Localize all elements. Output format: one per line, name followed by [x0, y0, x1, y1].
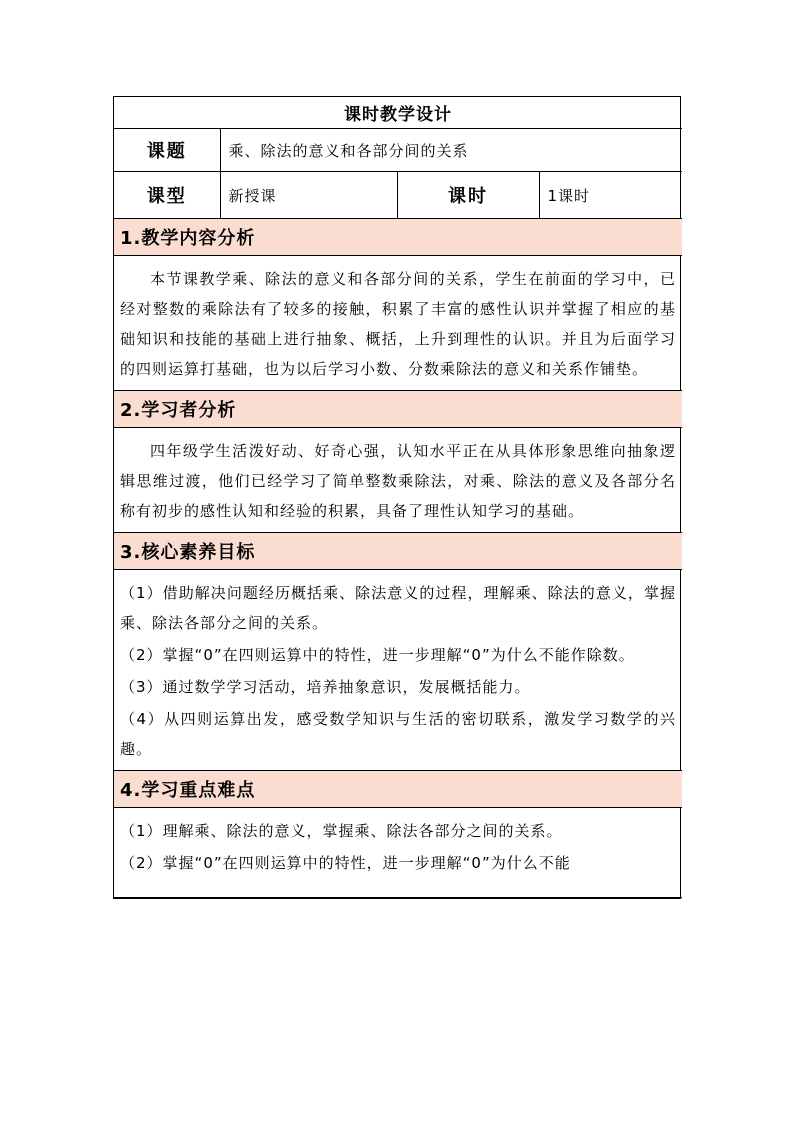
section-body-content-analysis: 本节课教学乘、除法的意义和各部分间的关系，学生在前面的学习中，已经对整数的乘除法有了较多的接触，积累了丰富的感性认识并掌握了相应的基础知识和技能的基础上进行抽象、概括，上升到理性的认识。并且为后面学习的四则运算打基础，也为以后学习小数、分数乘除法的意义和关系作铺垫。: [114, 256, 682, 391]
document-title: 课时教学设计: [114, 97, 682, 129]
topic-label: 课题: [114, 129, 220, 172]
section-body-key-points: [114, 808, 682, 898]
section-heading-content-analysis: 1.教学内容分析: [114, 219, 682, 256]
goal-item: （3）通过数学学习活动，培养抽象意识，发展概括能力。: [120, 678, 531, 696]
goal-item: （2）掌握“0”在四则运算中的特性，进一步理解“0”为什么不能作除数。: [120, 646, 635, 664]
key-point-item: （1）理解乘、除法的意义，掌握乘、除法各部分之间的关系。: [120, 822, 563, 840]
period-value: 1课时: [539, 172, 682, 219]
goal-item: （4）从四则运算出发，感受数学知识与生活的密切联系，激发学习数学的兴趣。: [120, 710, 676, 758]
type-value: 新授课: [220, 172, 397, 219]
type-label: 课型: [114, 172, 220, 219]
goal-item: （1）借助解决问题经历概括乘、除法意义的过程，理解乘、除法的意义，掌握乘、除法各部分之间的关系。: [120, 584, 676, 632]
section-body-core-goals: [114, 570, 682, 771]
period-label: 课时: [397, 172, 539, 219]
topic-value: 乘、除法的意义和各部分间的关系: [220, 129, 682, 172]
lesson-design-table: [113, 96, 681, 899]
section-heading-core-goals: 3.核心素养目标: [114, 533, 682, 570]
section-heading-key-points: 4.学习重点难点: [114, 771, 682, 808]
section-body-learner-analysis: 四年级学生活泼好动、好奇心强，认知水平正在从具体形象思维向抽象逻辑思维过渡，他们已经学习了简单整数乘除法，对乘、除法的意义及各部分名称有初步的感性认知和经验的积累，具备了理性认知学习的基础。: [114, 428, 682, 533]
section-heading-learner-analysis: 2.学习者分析: [114, 391, 682, 428]
key-point-item: （2）掌握“0”在四则运算中的特性，进一步理解“0”为什么不能: [120, 854, 571, 872]
